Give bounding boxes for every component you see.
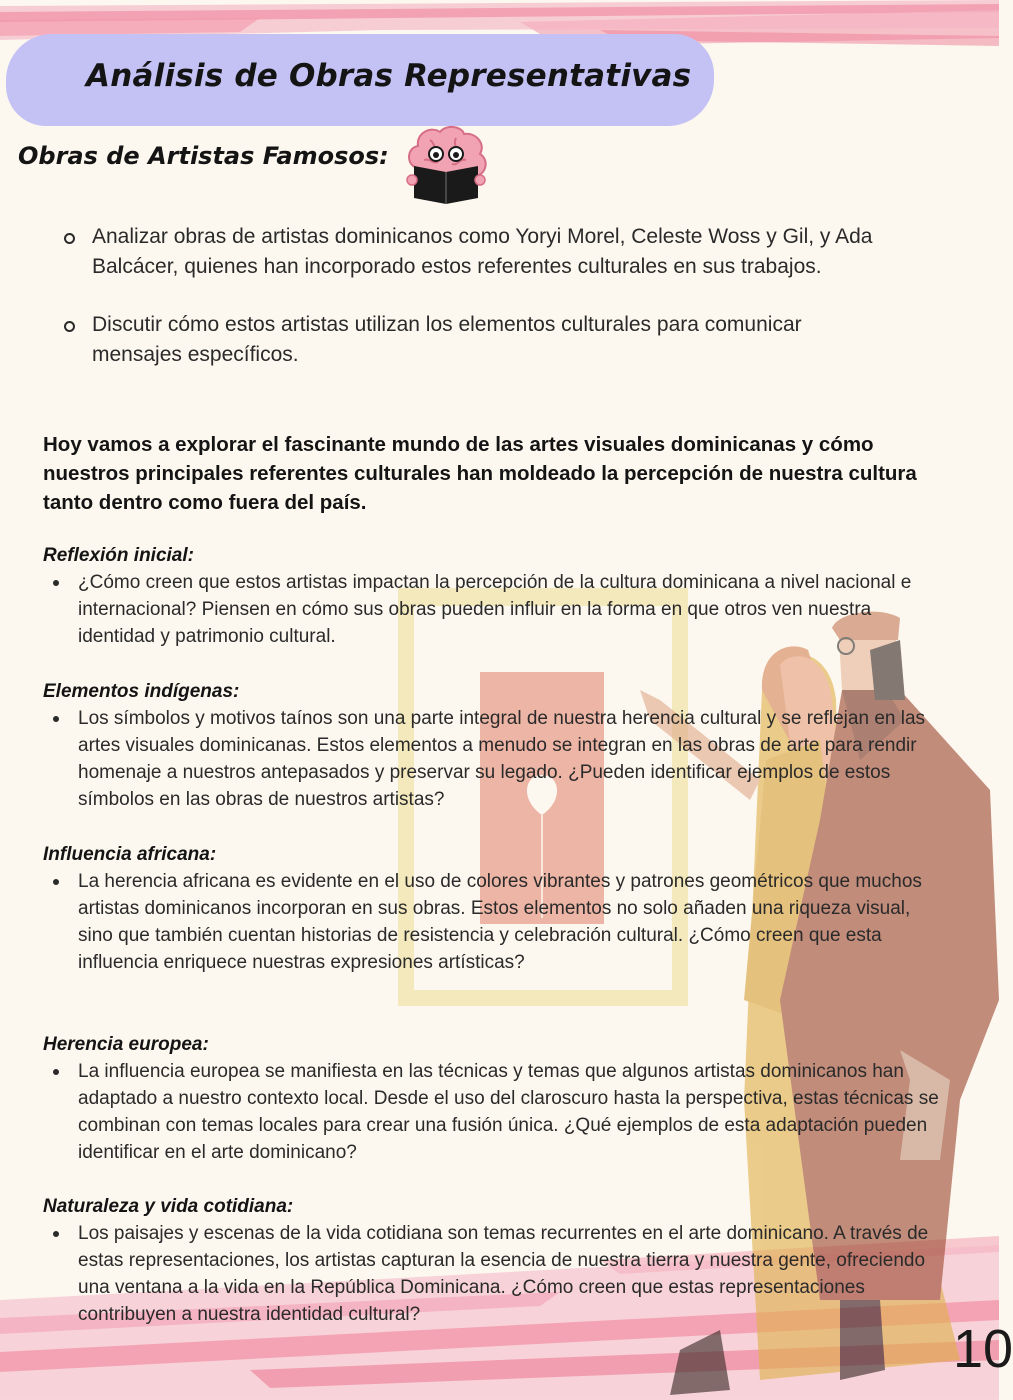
section-heading: Reflexión inicial:: [43, 545, 194, 566]
intro-paragraph: Hoy vamos a explorar el fascinante mundo de las artes visuales dominicanas y cómo nuestros principales referentes culturales han moldeado la percepción de nuestra cultura tanto dentro como fuera del país.: [43, 433, 917, 514]
goals-list: [62, 222, 882, 398]
section-heading: Herencia europea:: [43, 1034, 209, 1055]
section-reflexion: [43, 542, 943, 650]
section-heading: Elementos indígenas:: [43, 681, 240, 702]
section-africana: [43, 841, 943, 976]
page-number: 10: [953, 1319, 1013, 1379]
bullet-icon: [53, 879, 59, 885]
section-text: ¿Cómo creen que estos artistas impactan la percepción de la cultura dominicana a nivel nacional e internacional? Piensen en cómo sus obras pueden influir en la forma en que otros ven nuestra identidad y patrimonio cultural.: [43, 569, 943, 650]
section-text: La influencia europea se manifiesta en las técnicas y temas que algunos artistas dominicanos han adaptado a nuestro contexto local. Desde el uso del claroscuro hasta la perspectiva, estas técnicas se combinan con temas locales para crear una fusión única. ¿Qué ejemplos de esta adaptación pueden identificar en el arte dominicano?: [43, 1058, 943, 1166]
brain-reading-book-icon: [400, 122, 492, 206]
section-text: La herencia africana es evidente en el uso de colores vibrantes y patrones geométricos que muchos artistas dominicanos incorporan en sus obras. Estos elementos no solo añaden una riqueza visual, sino que también cuentan historias de resistencia y celebración cultural. ¿Cómo creen que esta influencia enriquece nuestras expresiones artísticas?: [43, 868, 943, 976]
circle-bullet-icon: [64, 233, 75, 244]
bullet-icon: [53, 1069, 59, 1075]
section-heading: Naturaleza y vida cotidiana:: [43, 1196, 294, 1217]
section-heading: Influencia africana:: [43, 844, 217, 865]
bullet-icon: [53, 1231, 59, 1237]
section-indigenas: [43, 678, 943, 813]
goal-item: Discutir cómo estos artistas utilizan los elementos culturales para comunicar mensajes específicos.: [62, 310, 882, 369]
bullet-icon: [53, 580, 59, 586]
section-europea: [43, 1031, 943, 1166]
page-title: Análisis de Obras Representativas: [86, 58, 692, 94]
section-subtitle: Obras de Artistas Famosos:: [18, 142, 389, 170]
section-naturaleza: [43, 1193, 943, 1328]
bullet-icon: [53, 716, 59, 722]
section-text: Los símbolos y motivos taínos son una parte integral de nuestra herencia cultural y se reflejan en las artes visuales dominicanas. Estos elementos a menudo se integran en las obras de arte para rendir homenaje a nuestros antepasados y preservar su legado. ¿Pueden identificar ejemplos de estos símbolos en las obras de nuestros artistas?: [43, 705, 943, 813]
goal-item: Analizar obras de artistas dominicanos como Yoryi Morel, Celeste Woss y Gil, y Ada Balcácer, quienes han incorporado estos referentes culturales en sus trabajos.: [62, 222, 882, 281]
section-text: Los paisajes y escenas de la vida cotidiana son temas recurrentes en el arte dominicano. A través de estas representaciones, los artistas capturan la esencia de nuestra tierra y nuestra gente, ofreciendo una ventana a la vida en la República Dominicana. ¿Cómo creen que estas representaciones contribuyen a nuestra identidad cultural?: [43, 1220, 943, 1328]
circle-bullet-icon: [64, 321, 75, 332]
